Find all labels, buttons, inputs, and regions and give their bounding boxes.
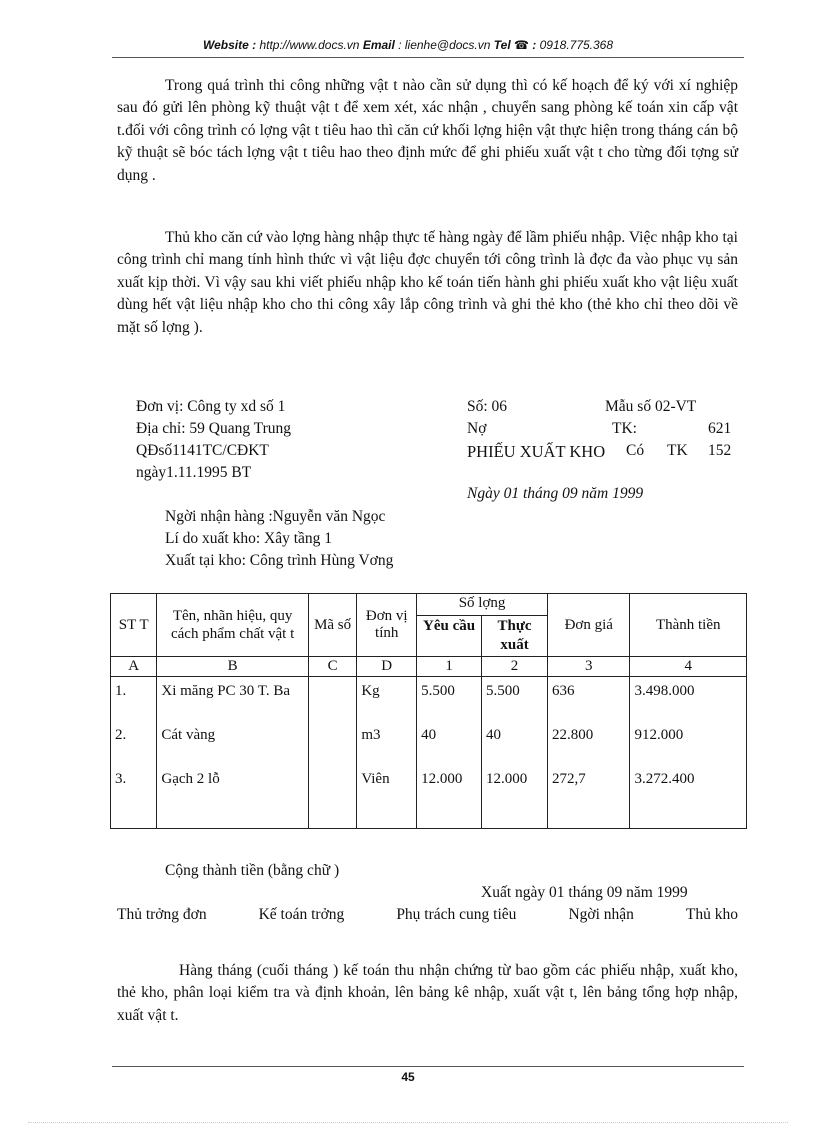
header-actual: Thực xuất xyxy=(482,616,548,657)
letter-cell: B xyxy=(157,657,309,677)
header-name: Tên, nhãn hiệu, quy cách phẩm chất vật t xyxy=(157,594,309,657)
total-in-words: Cộng thành tiền (bằng chữ ) xyxy=(165,862,340,879)
credit-tk: TK xyxy=(667,442,688,459)
row-price: 22.800 xyxy=(552,727,594,743)
col-code xyxy=(308,677,356,829)
col-stt xyxy=(111,677,157,829)
row-stt: 3. xyxy=(115,771,127,787)
tel-value: 0918.775.368 xyxy=(539,38,614,52)
header-price: Đơn giá xyxy=(548,594,630,657)
form-number: Số: 06 xyxy=(467,398,508,415)
col-actual xyxy=(482,677,548,829)
row-actual: 12.000 xyxy=(486,771,528,787)
letter-cell: 4 xyxy=(630,657,747,677)
table-body xyxy=(111,677,747,829)
row-name: Cát vàng xyxy=(161,727,216,743)
letter-cell: A xyxy=(111,657,157,677)
row-stt: 2. xyxy=(115,727,127,743)
col-total xyxy=(630,677,747,829)
header-rule xyxy=(112,57,744,58)
row-total: 3.272.400 xyxy=(634,771,695,787)
form-title: PHIẾU XUẤT KHO xyxy=(467,442,606,461)
signer-supply: Phụ trách cung tiêu xyxy=(396,906,517,923)
form-date: Ngày 01 tháng 09 năm 1999 xyxy=(467,485,644,502)
credit-label: Có xyxy=(626,442,645,459)
form-decision-date: ngày1.11.1995 BT xyxy=(136,464,252,481)
signer-storekeeper: Thủ kho xyxy=(685,906,738,923)
form-template: Mẫu số 02-VT xyxy=(605,398,697,415)
credit-value: 152 xyxy=(708,442,732,459)
col-name xyxy=(157,677,309,829)
debit-label: Nợ xyxy=(467,420,487,437)
row-price: 636 xyxy=(552,683,575,699)
form-unit: Đơn vị: Công ty xd số 1 xyxy=(136,398,286,415)
tel-label: Tel ☎ : xyxy=(493,38,537,52)
row-req: 12.000 xyxy=(421,771,463,787)
form-decision: QĐsố1141TC/CĐKT xyxy=(136,442,269,459)
email-label: Email xyxy=(362,38,395,52)
email-value: : lienhe@docs.vn xyxy=(398,38,491,52)
signer-chief-accountant: Kế toán trởng xyxy=(258,906,345,923)
website-label: Website : xyxy=(202,38,257,52)
row-unit: m3 xyxy=(361,727,381,743)
row-unit: Kg xyxy=(361,683,380,699)
row-unit: Viên xyxy=(361,771,390,787)
row-total: 3.498.000 xyxy=(634,683,695,699)
debit-value: 621 xyxy=(708,420,732,437)
paragraph-3: Hàng tháng (cuối tháng ) kế toán thu nhận chứng từ bao gồm các phiếu nhập, xuất kho, thẻ kho, phân loại kiểm tra và định khoản, lên bảng kê nhập, xuất vật t, lên bảng tổng hợp nhập, xuất vật t. xyxy=(117,962,738,1024)
header-req: Yêu cầu xyxy=(417,616,482,657)
row-actual: 5.500 xyxy=(486,683,520,699)
letter-cell: 1 xyxy=(417,657,482,677)
form-warehouse: Xuất tại kho: Công trình Hùng Vơng xyxy=(165,552,394,569)
export-date: Xuất ngày 01 tháng 09 năm 1999 xyxy=(481,884,688,901)
header-code: Mã số xyxy=(308,594,356,657)
form-reason: Lí do xuất kho: Xây tầng 1 xyxy=(165,530,333,547)
row-name: Gạch 2 lỗ xyxy=(161,771,220,787)
header-qty: Số lợng xyxy=(417,594,548,616)
form-address: Địa chỉ: 59 Quang Trung xyxy=(136,420,291,437)
letter-cell: 2 xyxy=(482,657,548,677)
form-receiver: Ngời nhận hàng :Nguyễn văn Ngọc xyxy=(165,508,386,525)
page-header xyxy=(0,38,816,52)
row-req: 5.500 xyxy=(421,683,455,699)
col-req xyxy=(417,677,482,829)
paragraph-2: Thủ kho căn cứ vào lợng hàng nhập thực tế hàng ngày để lầm phiếu nhập. Việc nhập kho tại công trình chỉ mang tính hình thức vì vật liệu đợc chuyển tới công trình là đợc đa vào phục vụ sản xuất kịp thời. Vì vậy sau khi viết phiếu nhập kho kế toán tiến hành ghi phiếu xuất kho vật liệu xuất dùng hết vật liệu nhập kho cho thi công xây lắp công trình và ghi thẻ kho (thẻ kho chỉ theo dõi về mặt số lợng ). xyxy=(117,229,738,336)
letter-cell: C xyxy=(308,657,356,677)
debit-tk: TK: xyxy=(612,420,637,437)
signature-line xyxy=(117,906,738,924)
row-price: 272,7 xyxy=(552,771,586,787)
row-total: 912.000 xyxy=(634,727,684,743)
paragraph-1: Trong quá trình thi công những vật t nào cần sử dụng thì có kế hoạch để ký với xí nghiệp sau đó gửi lên phòng kỹ thuật vật t để xem xét, xác nhận , chuyển sang phòng kế toán xin cấp vật t.đối với công trình có lợng vật t tiêu hao thì căn cứ khối lợng hiện vật thực hiện trong tháng cán bộ kỹ thuật sẽ bóc tách lợng vật t tiêu hao theo định mức để ghi phiếu xuất vật t cho từng đối tợng sử dụng . xyxy=(117,77,738,184)
signer-director: Thủ trởng đơn xyxy=(117,906,207,923)
header-total: Thành tiền xyxy=(630,594,747,657)
row-actual: 40 xyxy=(486,727,502,743)
row-req: 40 xyxy=(421,727,437,743)
row-stt: 1. xyxy=(115,683,127,699)
signer-receiver: Ngời nhận xyxy=(568,906,634,923)
letter-cell: D xyxy=(357,657,417,677)
footer-rule xyxy=(112,1066,744,1067)
row-name: Xi măng PC 30 T. Ba xyxy=(161,683,290,699)
letter-cell: 3 xyxy=(548,657,630,677)
header-stt: ST T xyxy=(111,594,157,657)
col-price xyxy=(548,677,630,829)
materials-table xyxy=(110,593,747,829)
website-url: http://www.docs.vn xyxy=(259,38,360,52)
col-unit xyxy=(357,677,417,829)
header-unit: Đơn vị tính xyxy=(357,594,417,657)
page-number: 45 xyxy=(401,1070,415,1084)
